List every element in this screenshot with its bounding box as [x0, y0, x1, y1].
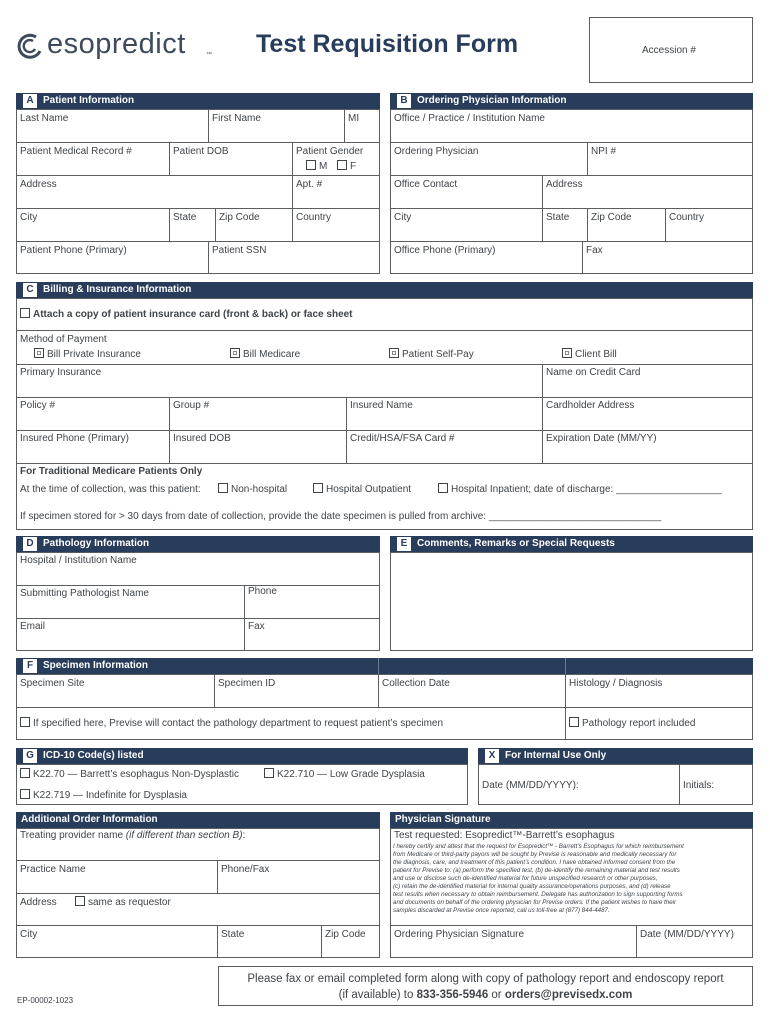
billing-box [16, 298, 753, 530]
additional-address-field[interactable]: Address [20, 897, 57, 908]
instructions-line-2: (if available) to 833-356-5946 or orders@previsedx.com [338, 989, 633, 1001]
section-c-header [16, 282, 753, 298]
comments-textarea[interactable] [390, 552, 753, 651]
mi-field[interactable]: MI [348, 113, 360, 124]
attestation-text: I hereby certify and attest that the request for Esopredict™ - Barrett’s Esophagus for which reimbursement from Medicare or third-party payors will be sought by Previse is reasonable and medically necessary for the diagnosis, care, and treatment of this patient’s condition. I have obtained informed consent from the patient for Previse to: (a) perform the specified test, (b) de-identify the remaining material and test results and use or disclose such de-identified material for future unspecified research or other purposes, (c) retain the de-identified material for internal quality assurance/operations purposes, and (d) release test results when necessary to obtain reimbursement. Delegate has authorization to sign supporting forms and documents on behalf of the ordering physician for Previse orders. If the patient wishes to have their samples discarded at Previse once reported, call us toll-free at (877) 844-4487. [393, 843, 684, 914]
attach-card-checkbox[interactable]: Attach a copy of patient insurance card (front & back) or face sheet [20, 308, 353, 320]
bill-private-checkbox[interactable]: Bill Private Insurance [34, 348, 141, 360]
patient-phone-field[interactable]: Patient Phone (Primary) [20, 245, 127, 256]
physician-signature-field[interactable]: Ordering Physician Signature [394, 929, 525, 940]
section-b-letter: B [397, 94, 411, 108]
gender-m-checkbox[interactable]: M [306, 160, 327, 172]
icd-code-k2270-checkbox[interactable]: K22.70 — Barrett’s esophagus Non-Dysplastic [20, 768, 239, 780]
section-f-title: Specimen Information [43, 660, 149, 671]
cardholder-address-field[interactable]: Cardholder Address [546, 400, 635, 411]
insured-dob-field[interactable]: Insured DOB [173, 433, 231, 444]
section-x-letter: X [485, 749, 499, 763]
card-number-field[interactable]: Credit/HSA/FSA Card # [350, 433, 455, 444]
office-contact-field[interactable]: Office Contact [394, 179, 458, 190]
phone-fax-field[interactable]: Phone/Fax [221, 864, 270, 875]
gender-label: Patient Gender [296, 146, 364, 157]
insured-phone-field[interactable]: Insured Phone (Primary) [20, 433, 129, 444]
office-country-field[interactable]: Country [669, 212, 705, 223]
office-address-field[interactable]: Address [546, 179, 583, 190]
primary-insurance-field[interactable]: Primary Insurance [20, 367, 102, 378]
practice-name-field[interactable]: Practice Name [20, 864, 86, 875]
signature-date-field[interactable]: Date (MM/DD/YYYY) [640, 929, 734, 940]
icd-code-k22710-checkbox[interactable]: K22.710 — Low Grade Dysplasia [264, 768, 425, 780]
section-a-title: Patient Information [43, 95, 135, 106]
signature-title: Physician Signature [395, 814, 491, 825]
expiration-field[interactable]: Expiration Date (MM/YY) [546, 433, 657, 444]
instructions-box [218, 966, 753, 1006]
histology-field[interactable]: Histology / Diagnosis [569, 678, 663, 689]
report-included-checkbox[interactable]: Pathology report included [569, 717, 695, 729]
name-on-card-field[interactable]: Name on Credit Card [546, 367, 641, 378]
contact-pathology-checkbox[interactable]: If specified here, Previse will contact the pathology department to request patient’s specimen [20, 717, 443, 729]
specimen-id-field[interactable]: Specimen ID [218, 678, 276, 689]
logo-text: esopredict [47, 28, 186, 60]
collection-question: At the time of collection, was this patient: [20, 484, 201, 495]
first-name-field[interactable]: First Name [212, 113, 261, 124]
insured-name-field[interactable]: Insured Name [350, 400, 413, 411]
accession-box[interactable] [589, 17, 753, 83]
npi-field[interactable]: NPI # [591, 146, 617, 157]
section-g-title: ICD-10 Code(s) listed [43, 750, 144, 761]
section-d-header [16, 536, 380, 552]
pathology-email-field[interactable]: Email [20, 621, 46, 632]
section-e-letter: E [397, 537, 411, 551]
internal-initials-field[interactable]: Initials: [683, 780, 715, 791]
country-field[interactable]: Country [296, 212, 332, 223]
hospital-name-field[interactable]: Hospital / Institution Name [20, 555, 137, 566]
city-field[interactable]: City [20, 212, 38, 223]
zip-field[interactable]: Zip Code [219, 212, 260, 223]
section-d-title: Pathology Information [43, 538, 150, 549]
office-state-field[interactable]: State [546, 212, 570, 223]
section-b-title: Ordering Physician Information [417, 95, 567, 106]
pathologist-name-field[interactable]: Submitting Pathologist Name [20, 588, 149, 599]
logo [16, 28, 226, 64]
section-b-header [390, 93, 753, 109]
section-g-letter: G [23, 749, 37, 763]
gender-f-checkbox[interactable]: F [337, 160, 356, 172]
section-x-header [478, 748, 753, 764]
self-pay-checkbox[interactable]: Patient Self-Pay [389, 348, 474, 360]
icd-code-k22719-checkbox[interactable]: K22.719 — Indefinite for Dysplasia [20, 789, 187, 801]
group-field[interactable]: Group # [173, 400, 210, 411]
apt-field[interactable]: Apt. # [296, 179, 323, 190]
office-city-field[interactable]: City [394, 212, 412, 223]
ordering-physician-field[interactable]: Ordering Physician [394, 146, 479, 157]
section-c-letter: C [23, 283, 37, 297]
section-e-header [390, 536, 753, 552]
last-name-field[interactable]: Last Name [20, 113, 69, 124]
section-g-header [16, 748, 468, 764]
hospital-inpatient-checkbox[interactable]: Hospital Inpatient; date of discharge: ___________________ [438, 483, 722, 495]
additional-zip-field[interactable]: Zip Code [325, 929, 366, 940]
form-title: Test Requisition Form [256, 30, 519, 58]
internal-date-field[interactable]: Date (MM/DD/YYYY): [482, 780, 579, 791]
document-code: EP-00002-1023 [17, 996, 74, 1005]
non-hospital-checkbox[interactable]: Non-hospital [218, 483, 287, 495]
section-c-title: Billing & Insurance Information [43, 284, 192, 295]
payment-method-label: Method of Payment [20, 334, 107, 345]
instructions-line-1: Please fax or email completed form along with copy of pathology report and endoscopy report [247, 973, 724, 985]
accession-label: Accession # [642, 45, 696, 56]
section-a-letter: A [23, 94, 37, 108]
pathology-box [16, 552, 380, 651]
additional-order-title: Additional Order Information [21, 814, 158, 825]
office-phone-field[interactable]: Office Phone (Primary) [394, 245, 496, 256]
section-e-title: Comments, Remarks or Special Requests [417, 538, 615, 549]
ssn-field[interactable]: Patient SSN [212, 245, 267, 256]
logo-mark-icon [16, 31, 44, 61]
pathology-fax-field[interactable]: Fax [248, 621, 265, 632]
bill-medicare-checkbox[interactable]: Bill Medicare [230, 348, 300, 360]
test-requested: Test requested: Esopredict™-Barrett’s esophagus [394, 830, 615, 841]
same-as-requestor-checkbox[interactable]: same as requestor [75, 896, 171, 908]
additional-state-field[interactable]: State [221, 929, 245, 940]
pathology-phone-field[interactable]: Phone [248, 586, 277, 597]
archive-date-field[interactable]: If specimen stored for > 30 days from date of collection, provide the date specimen is pulled from archive: _______________________________ [20, 511, 662, 522]
hospital-outpatient-checkbox[interactable]: Hospital Outpatient [313, 483, 411, 495]
order-email: orders@previsedx.com [504, 989, 633, 1001]
treating-provider-field[interactable]: Treating provider name (if different than section B): [20, 830, 246, 841]
fax-number: 833-356-5946 [416, 989, 489, 1001]
section-f-letter: F [23, 659, 37, 673]
office-fax-field[interactable]: Fax [586, 245, 603, 256]
section-d-letter: D [23, 537, 37, 551]
logo-tm: ™ [206, 52, 212, 58]
mrn-field[interactable]: Patient Medical Record # [20, 146, 132, 157]
additional-city-field[interactable]: City [20, 929, 38, 940]
medicare-title: For Traditional Medicare Patients Only [20, 466, 203, 477]
collection-date-field[interactable]: Collection Date [382, 678, 450, 689]
office-name-field[interactable]: Office / Practice / Institution Name [394, 113, 545, 124]
section-a-header [16, 93, 380, 109]
section-f-header [16, 658, 753, 674]
state-field[interactable]: State [173, 212, 197, 223]
policy-field[interactable]: Policy # [20, 400, 56, 411]
address-field[interactable]: Address [20, 179, 57, 190]
signature-header [390, 812, 753, 828]
additional-order-header [16, 812, 380, 828]
client-bill-checkbox[interactable]: Client Bill [562, 348, 617, 360]
office-zip-field[interactable]: Zip Code [591, 212, 632, 223]
specimen-site-field[interactable]: Specimen Site [20, 678, 85, 689]
section-x-title: For Internal Use Only [505, 750, 607, 761]
dob-field[interactable]: Patient DOB [173, 146, 229, 157]
